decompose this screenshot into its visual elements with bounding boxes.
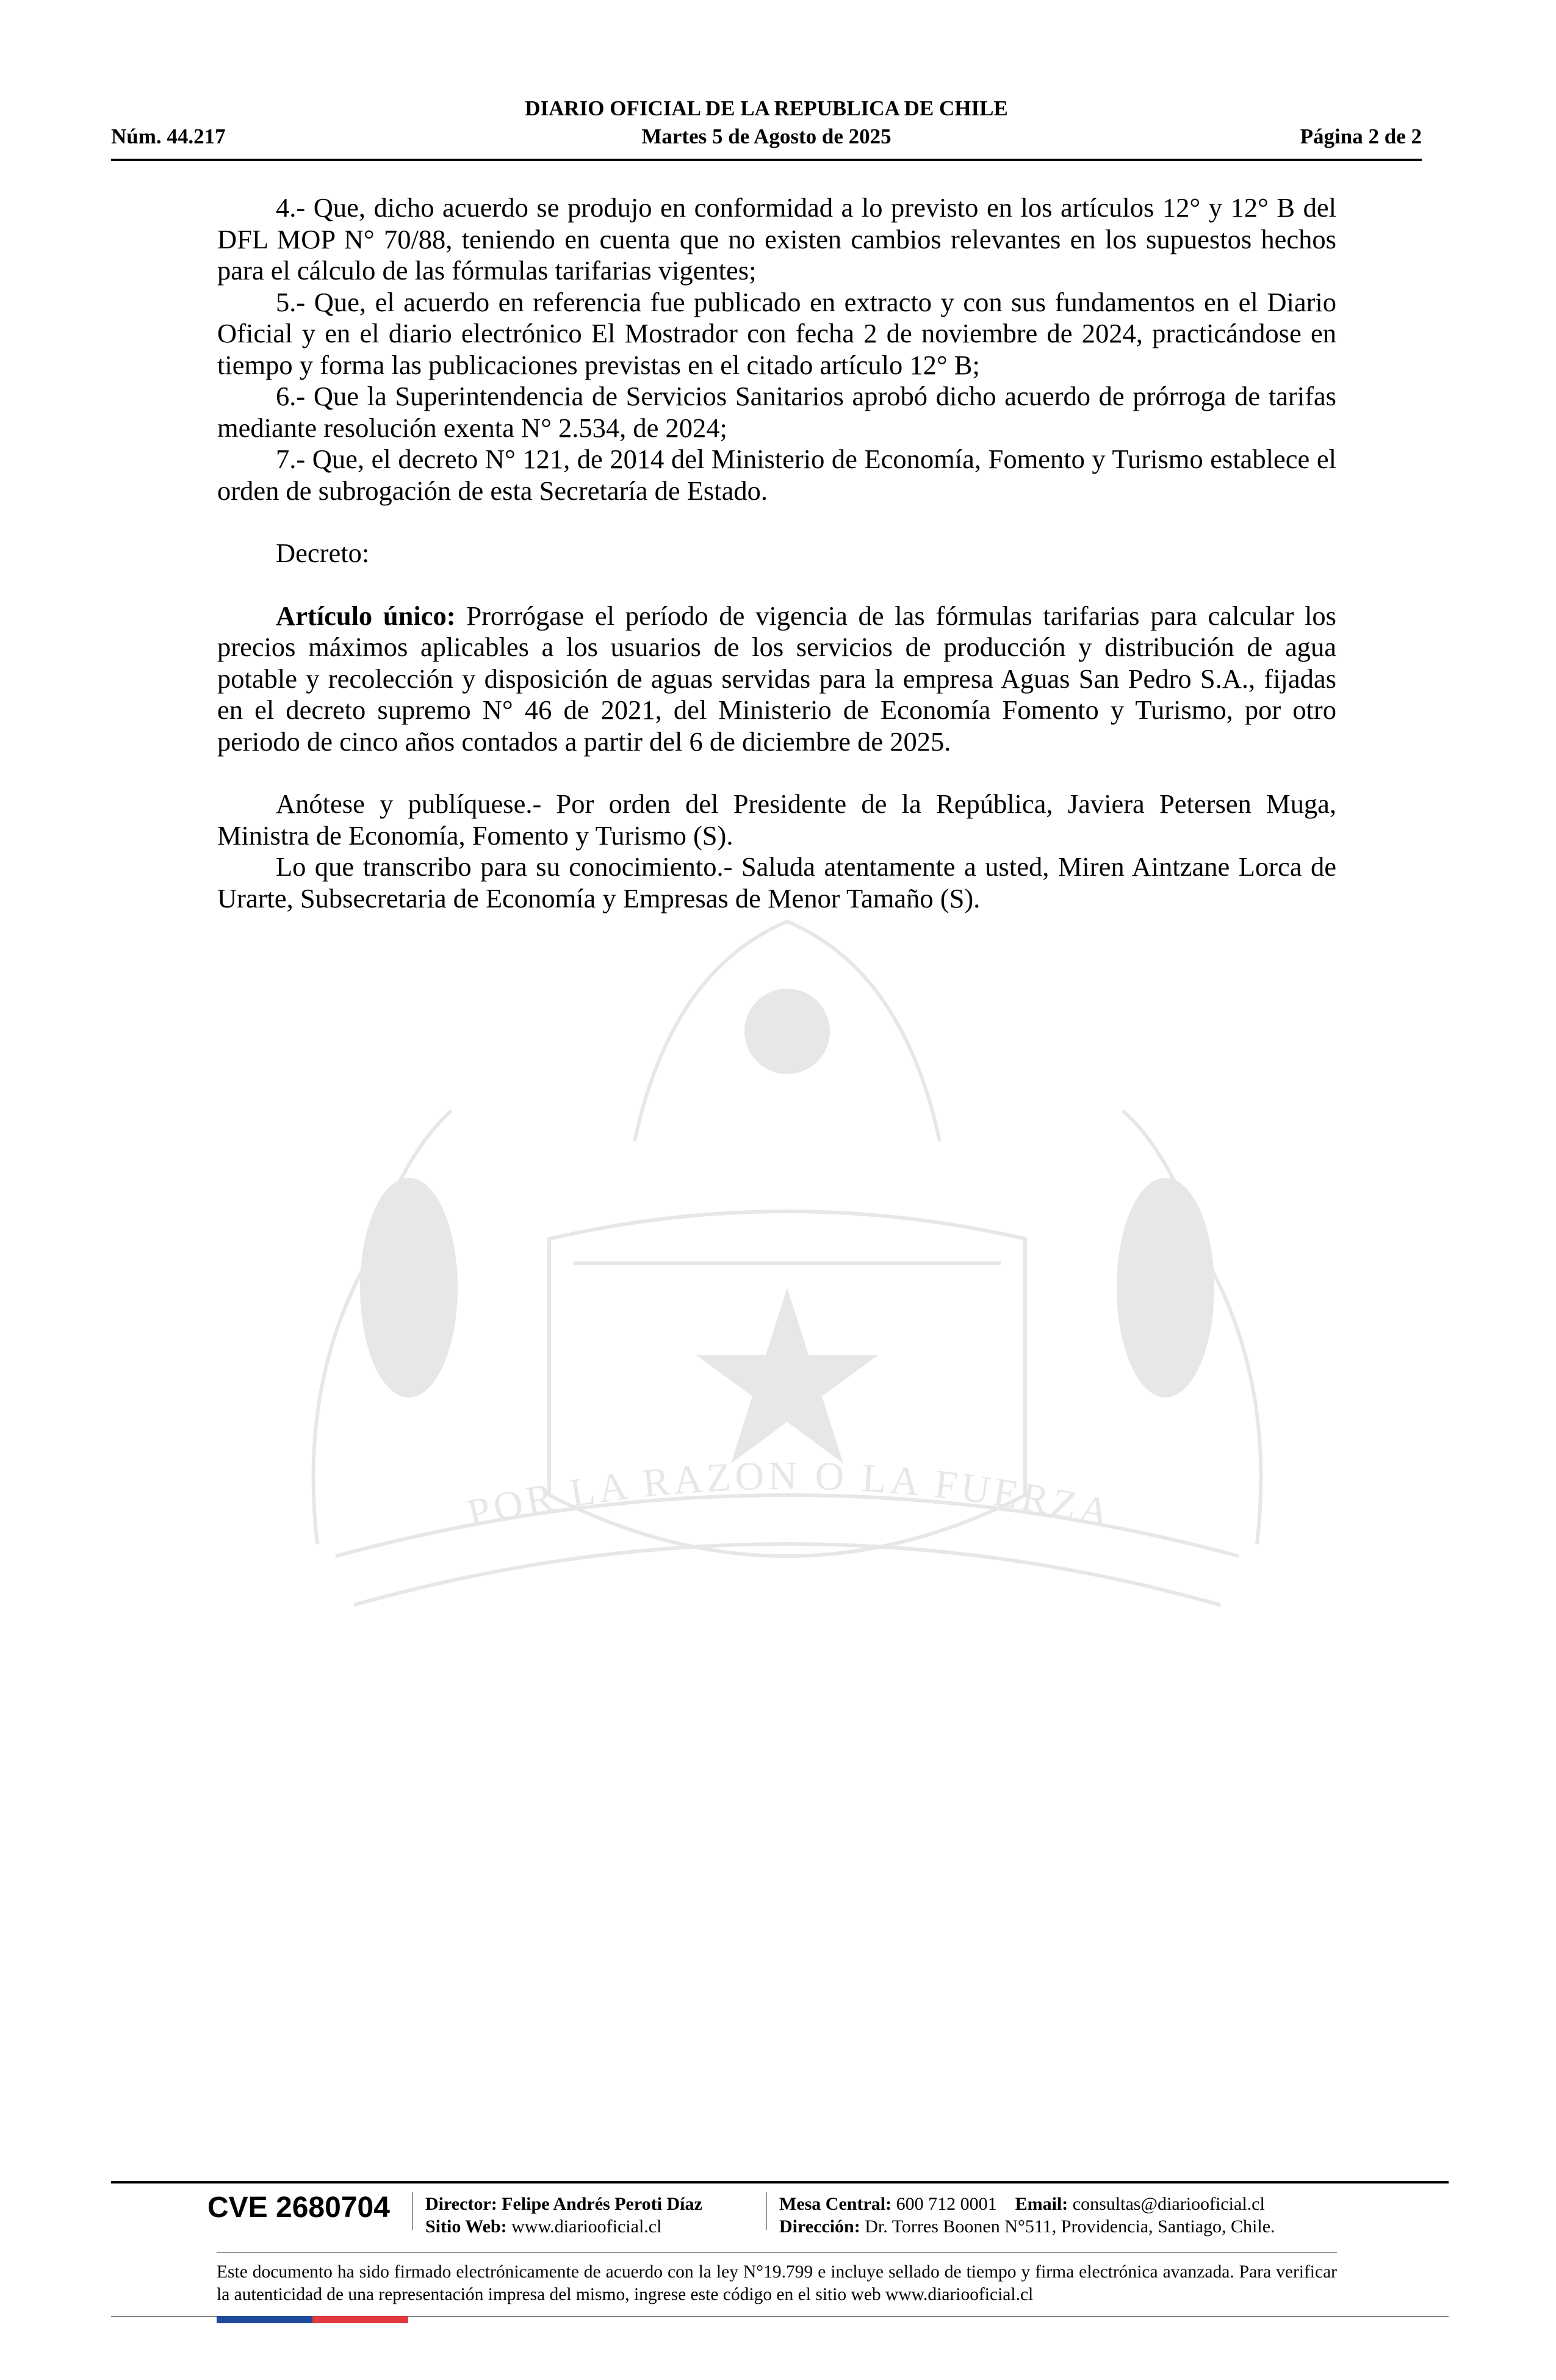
signature-disclaimer: Este documento ha sido firmado electrónicamente de acuerdo con la ley N°19.799 e incluye sellado de tiempo y firma electrónica avanzada. Para verificar la autenticidad de una representación impresa del mismo, ingrese este código en el sitio web www.diariooficial.cl — [217, 2262, 1337, 2304]
document-body — [217, 192, 1336, 914]
coat-of-arms-watermark-icon — [207, 897, 1367, 1672]
decreto-heading: Decreto: — [276, 538, 370, 568]
footer-direccion — [779, 2216, 1275, 2238]
journal-title: DIARIO OFICIAL DE LA REPUBLICA DE CHILE — [525, 96, 1008, 120]
paragraph-4: 4.- Que, dicho acuerdo se produjo en conformidad a lo previsto en los artículos 12° y 12° B del DFL MOP N° 70/88, teniendo en cuenta que no existen cambios relevantes en los supuestos hechos para el cálculo de las fórmulas tarifarias vigentes; — [217, 192, 1336, 286]
direccion-label: Dirección: — [779, 2216, 860, 2237]
cve-code: CVE 2680704 — [207, 2191, 390, 2224]
anotese-paragraph: Anótese y publíquese.- Por orden del Presidente de la República, Javiera Petersen Muga, Ministra de Economía, Fomento y Turismo (S). — [217, 788, 1336, 851]
paragraph-5: 5.- Que, el acuerdo en referencia fue publicado en extracto y con sus fundamentos en el Diario Oficial y en el diario electrónico El Mostrador con fecha 2 de noviembre de 2024, practicándose en tiempo y forma las publicaciones previstas en el citado artículo 12° B; — [217, 286, 1336, 380]
issue-number: Núm. 44.217 — [111, 124, 226, 148]
footer-sitio — [425, 2216, 661, 2238]
page-header — [111, 92, 1422, 161]
sitio-link[interactable]: www.diariooficial.cl — [511, 2216, 662, 2237]
articulo-label: Artículo único: — [276, 600, 456, 631]
footer-divider — [111, 2181, 1449, 2183]
paragraph-6: 6.- Que la Superintendencia de Servicios Sanitarios aprobó dicho acuerdo de prórroga de tarifas mediante resolución exenta N° 2.534, de 2024; — [217, 381, 1336, 443]
email-link[interactable]: consultas@diariooficial.cl — [1072, 2194, 1265, 2214]
footer-rule — [217, 2252, 1337, 2253]
articulo-unico — [217, 600, 1336, 758]
page-indicator: Página 2 de 2 — [1300, 124, 1422, 148]
director-label: Director: — [425, 2194, 497, 2214]
issue-date: Martes 5 de Agosto de 2025 — [641, 124, 891, 148]
footer-director — [425, 2193, 702, 2215]
mesa-value: 600 712 0001 — [896, 2194, 997, 2214]
footer-separator — [412, 2192, 413, 2230]
flag-stripe-blue — [217, 2316, 312, 2323]
email-label: Email: — [1015, 2194, 1068, 2214]
footer-separator — [766, 2192, 767, 2230]
mesa-label: Mesa Central: — [779, 2194, 892, 2214]
transcribo-paragraph: Lo que transcribo para su conocimiento.- Saluda atentamente a usted, Miren Aintzane Lorca de Urarte, Subsecretaria de Economía y Empresas de Menor Tamaño (S). — [217, 851, 1336, 914]
paragraph-7: 7.- Que, el decreto N° 121, de 2014 del Ministerio de Economía, Fomento y Turismo establece el orden de subrogación de esta Secretaría de Estado. — [217, 444, 1336, 506]
direccion-value: Dr. Torres Boonen N°511, Providencia, Santiago, Chile. — [865, 2216, 1275, 2237]
footer-mesa — [779, 2193, 1265, 2215]
seal-motto: POR LA RAZON O LA FUERZA — [463, 1453, 1117, 1537]
articulo-text: Prorrógase el período de vigencia de las fórmulas tarifarias para calcular los precios máximos aplicables a los usuarios de los servicios de producción y distribución de agua potable y recolección y disposición de aguas servidas para la empresa Aguas San Pedro S.A., fijadas en el decreto supremo N° 46 de 2021, del Ministerio de Economía Fomento y Turismo, por otro periodo de cinco años contados a partir del 6 de diciembre de 2025. — [217, 600, 1336, 757]
director-name: Felipe Andrés Peroti Díaz — [502, 2194, 702, 2214]
sitio-label: Sitio Web: — [425, 2216, 507, 2237]
flag-stripe-red — [312, 2316, 408, 2323]
svg-text:POR LA RAZON O LA FUERZA — [463, 1454, 1117, 1537]
